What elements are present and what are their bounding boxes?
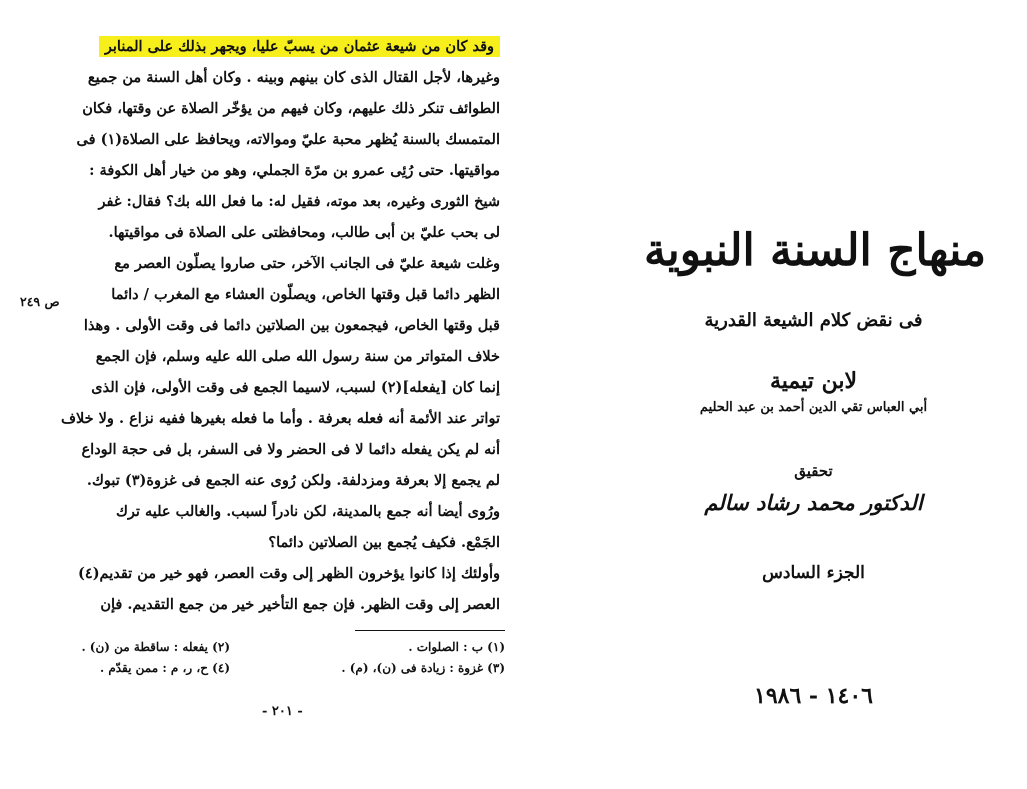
margin-page-reference: ص ٢٤٩ (20, 294, 60, 309)
book-subtitle: فى نقض كلام الشيعة القدرية (704, 310, 923, 331)
text-line: قبل وقتها الخاص، فيجمعون بين الصلاتين دائما فى وقت الأولى . وهذا (83, 317, 500, 334)
editor-name: الدكتور محمد رشاد سالم (704, 490, 923, 515)
author-full-name: أبي العباس تقي الدين أحمد بن عبد الحليم (699, 400, 928, 415)
text-line: خلاف المتواتر من سنة رسول الله صلى الله عليه وسلم، فإن الجمع (95, 348, 500, 365)
publication-date: ١٤٠٦ - ١٩٨٦ (754, 683, 873, 709)
text-line: تواتر عند الأئمة أنه فعله بعرفة . وأما ما فعله بغيرها ففيه نزاع . ولا خلاف (60, 410, 500, 427)
footnote-divider (355, 630, 505, 631)
footnote: (٤) ح، ر، م : ممن يقدّم . (99, 661, 230, 675)
text-line: المتمسك بالسنة يُظهر محبة عليّ وموالاته، ويحافظ على الصلاة(١) فى (76, 131, 500, 148)
body-text (60, 35, 500, 625)
text-line: وغيرها، لأجل القتال الذى كان بينهم وبينه . وكان أهل السنة من جميع (87, 69, 500, 86)
text-line: العصر إلى وقت الظهر. فإن جمع التأخير خير من جمع التقديم. فإن (100, 596, 500, 613)
highlighted-line: وقد كان من شيعة عثمان من يسبّ عليا، ويجهر بذلك على المنابر (60, 35, 500, 59)
text-line: ورُوى أيضا أنه جمع بالمدينة، لكن نادراً لسبب. والغالب عليه ترك (115, 503, 500, 520)
text-line: لم يجمع إلا بعرفة ومزدلفة. ولكن رُوى عنه الجمع فى غزوة(٣) تبوك. (86, 472, 500, 489)
editor-label: تحقيق (794, 462, 833, 480)
text-line: مواقيتها. حتى رُئِى عمرو بن مرّة الجملي، وهو من خيار أهل الكوفة : (89, 162, 500, 179)
book-title: منهاج السنة النبوية (643, 225, 987, 276)
right-page (540, 0, 1027, 789)
text-line: وأولئك إذا كانوا يؤخرون الظهر إلى وقت العصر، فهو خير من تقديم(٤) (78, 565, 500, 582)
text-line: الظهر دائما قبل وقتها الخاص، ويصلّون العشاء مع المغرب / دائما (111, 286, 500, 303)
footnote: (٢) يفعله : ساقطة من (ن) . (81, 640, 230, 654)
text-line: الجَمْع. فكيف يُجمع بين الصلاتين دائما؟ (268, 534, 500, 551)
text-line: إنما كان [يفعله](٢) لسبب، لاسيما الجمع فى وقت الأولى، فإن الذى (91, 379, 500, 396)
volume-label: الجزء السادس (762, 563, 865, 583)
footnote: (٣) غزوة : زيادة فى (ن)، (م) . (341, 661, 505, 675)
text-line: شيخ الثورى وغيره، بعد موته، فقيل له: ما فعل الله بك؟ فقال: غفر (98, 193, 500, 210)
text-line: وغلت شيعة عليّ فى الجانب الآخر، حتى صاروا يصلّون العصر مع (114, 255, 500, 272)
text-line: الطوائف تنكر ذلك عليهم، وكان فيهم من يؤخّر الصلاة عن وقتها، فكان (82, 100, 500, 117)
text-line: لى بحب عليّ بن أبى طالب، ومحافظتى على الصلاة فى مواقيتها. (108, 224, 500, 241)
author-name: لابن تيمية (770, 368, 857, 394)
text-line: أنه لم يكن يفعله دائما لا فى الحضر ولا فى السفر، بل فى حجة الوداع (81, 441, 500, 458)
page-number: - ٢٠١ - (262, 704, 303, 719)
footnote: (١) ب : الصلوات . (408, 640, 505, 654)
